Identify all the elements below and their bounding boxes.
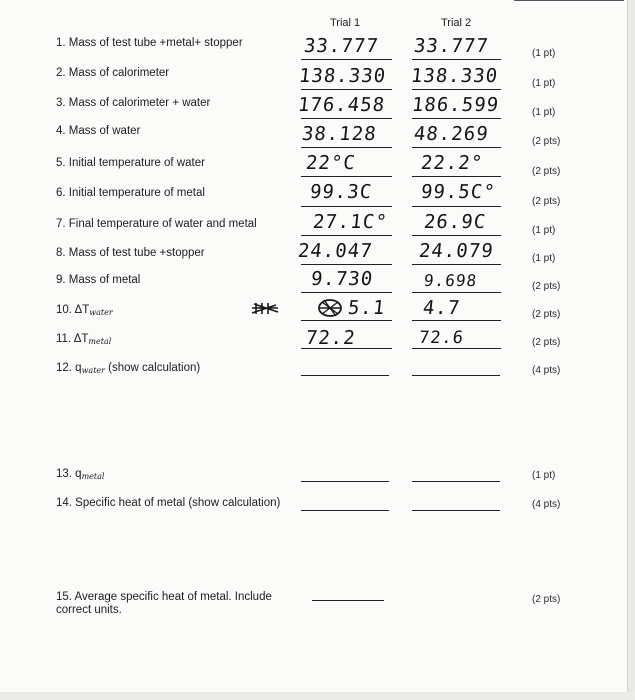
answer-q1-trial1: 33.777 bbox=[302, 35, 380, 57]
answer-q7-trial2: 26.9C bbox=[422, 211, 488, 233]
question-12-suffix: (show calculation) bbox=[104, 362, 201, 374]
question-15-label bbox=[56, 591, 272, 617]
question-6-label: 6. Initial temperature of metal bbox=[56, 187, 205, 199]
trial2-header: Trial 2 bbox=[441, 17, 472, 29]
answer-line-q11-trial2 bbox=[412, 348, 501, 349]
points-q15: (2 pts) bbox=[532, 594, 561, 605]
answer-line-q7-trial1 bbox=[301, 235, 392, 236]
question-4-label: 4. Mass of water bbox=[56, 125, 141, 137]
top-rule bbox=[514, 0, 624, 1]
answer-q11-trial1: 72.2 bbox=[304, 327, 357, 349]
answer-line-q15 bbox=[312, 600, 384, 601]
answer-line-q6-trial1 bbox=[301, 206, 392, 207]
question-1-label: 1. Mass of test tube +metal+ stopper bbox=[56, 37, 243, 49]
answer-line-q3-trial2 bbox=[412, 118, 501, 119]
question-10-subscript: water bbox=[89, 308, 113, 317]
question-5-label: 5. Initial temperature of water bbox=[56, 157, 205, 169]
answer-line-q8-trial1 bbox=[301, 264, 392, 265]
trial1-header: Trial 1 bbox=[330, 17, 361, 29]
points-q12: (4 pts) bbox=[532, 365, 561, 376]
answer-line-q3-trial1 bbox=[301, 118, 392, 119]
points-q8: (1 pt) bbox=[532, 253, 556, 264]
answer-line-q14-trial1 bbox=[301, 510, 389, 511]
question-15-line2: correct units. bbox=[56, 604, 122, 616]
question-12-subscript: water bbox=[81, 366, 105, 375]
question-13-label bbox=[56, 468, 104, 481]
answer-q5-trial1: 22°C bbox=[304, 152, 357, 174]
answer-line-q5-trial1 bbox=[301, 176, 392, 177]
answer-line-q6-trial2 bbox=[412, 206, 501, 207]
points-q4: (2 pts) bbox=[532, 136, 561, 147]
answer-line-q10-trial2 bbox=[412, 320, 501, 321]
answer-line-q12-trial1 bbox=[301, 375, 389, 376]
page-edge-right bbox=[627, 0, 635, 700]
question-2-label: 2. Mass of calorimeter bbox=[56, 67, 170, 79]
answer-q3-trial1: 176.458 bbox=[296, 94, 387, 116]
question-11-prefix: 11. ΔT bbox=[56, 333, 89, 345]
question-12-prefix: 12. q bbox=[56, 362, 82, 374]
answer-q7-trial1: 27.1C° bbox=[311, 211, 389, 233]
points-q11: (2 pts) bbox=[532, 337, 561, 348]
answer-q9-trial2: 9.698 bbox=[423, 271, 479, 290]
answer-line-q7-trial2 bbox=[412, 235, 501, 236]
question-7-label: 7. Final temperature of water and metal bbox=[56, 218, 257, 230]
question-9-label: 9. Mass of metal bbox=[56, 274, 141, 286]
crossed-out-scribble bbox=[248, 296, 348, 322]
answer-line-q13-trial2 bbox=[412, 481, 500, 482]
answer-q1-trial2: 33.777 bbox=[412, 35, 490, 57]
points-q9: (2 pts) bbox=[532, 281, 561, 292]
points-q13: (1 pt) bbox=[532, 470, 556, 481]
points-q14: (4 pts) bbox=[532, 499, 561, 510]
answer-q2-trial2: 138.330 bbox=[409, 65, 500, 87]
points-q6: (2 pts) bbox=[532, 196, 561, 207]
points-q7: (1 pt) bbox=[532, 225, 556, 236]
question-8-label: 8. Mass of test tube +stopper bbox=[56, 247, 205, 259]
question-15-line1: 15. Average specific heat of metal. Include bbox=[56, 591, 272, 603]
points-q5: (2 pts) bbox=[532, 166, 561, 177]
answer-line-q9-trial2 bbox=[412, 292, 501, 293]
answer-line-q1-trial2 bbox=[412, 59, 501, 60]
answer-q6-trial2: 99.5C° bbox=[419, 181, 497, 203]
page-edge-bottom bbox=[0, 692, 635, 700]
question-11-subscript: metal bbox=[88, 337, 112, 346]
answer-line-q9-trial1 bbox=[301, 292, 392, 293]
answer-q8-trial2: 24.079 bbox=[417, 240, 495, 262]
question-13-subscript: metal bbox=[81, 472, 105, 481]
answer-line-q5-trial2 bbox=[412, 176, 501, 177]
question-3-label: 3. Mass of calorimeter + water bbox=[56, 97, 211, 109]
answer-line-q12-trial2 bbox=[412, 375, 500, 376]
question-10-label bbox=[56, 304, 113, 317]
answer-line-q2-trial1 bbox=[301, 89, 392, 90]
answer-q6-trial1: 99.3C bbox=[308, 181, 374, 203]
answer-q9-trial1: 9.730 bbox=[309, 268, 375, 290]
answer-line-q1-trial1 bbox=[301, 59, 392, 60]
points-q3: (1 pt) bbox=[532, 107, 556, 118]
answer-q4-trial2: 48.269 bbox=[412, 123, 490, 145]
points-q10: (2 pts) bbox=[532, 309, 561, 320]
answer-q10-trial1: 5.1 bbox=[346, 297, 387, 319]
answer-line-q4-trial2 bbox=[412, 147, 501, 148]
points-q1: (1 pt) bbox=[532, 48, 556, 59]
question-10-prefix: 10. ΔT bbox=[56, 304, 90, 316]
question-11-label bbox=[56, 333, 111, 346]
answer-q10-trial2: 4.7 bbox=[421, 297, 462, 319]
answer-q8-trial1: 24.047 bbox=[296, 240, 374, 262]
answer-line-q8-trial2 bbox=[412, 264, 501, 265]
answer-q5-trial2: 22.2° bbox=[419, 152, 485, 174]
question-14-label: 14. Specific heat of metal (show calculation) bbox=[56, 497, 281, 509]
answer-q4-trial1: 38.128 bbox=[300, 123, 378, 145]
question-13-prefix: 13. q bbox=[56, 468, 82, 480]
answer-line-q4-trial1 bbox=[301, 147, 392, 148]
answer-line-q14-trial2 bbox=[412, 510, 500, 511]
points-q2: (1 pt) bbox=[532, 78, 556, 89]
answer-q11-trial2: 72.6 bbox=[417, 328, 466, 348]
answer-q2-trial1: 138.330 bbox=[297, 65, 388, 87]
answer-line-q13-trial1 bbox=[301, 481, 389, 482]
answer-q3-trial2: 186.599 bbox=[410, 94, 501, 116]
answer-line-q2-trial2 bbox=[412, 89, 501, 90]
question-12-label bbox=[56, 362, 200, 375]
